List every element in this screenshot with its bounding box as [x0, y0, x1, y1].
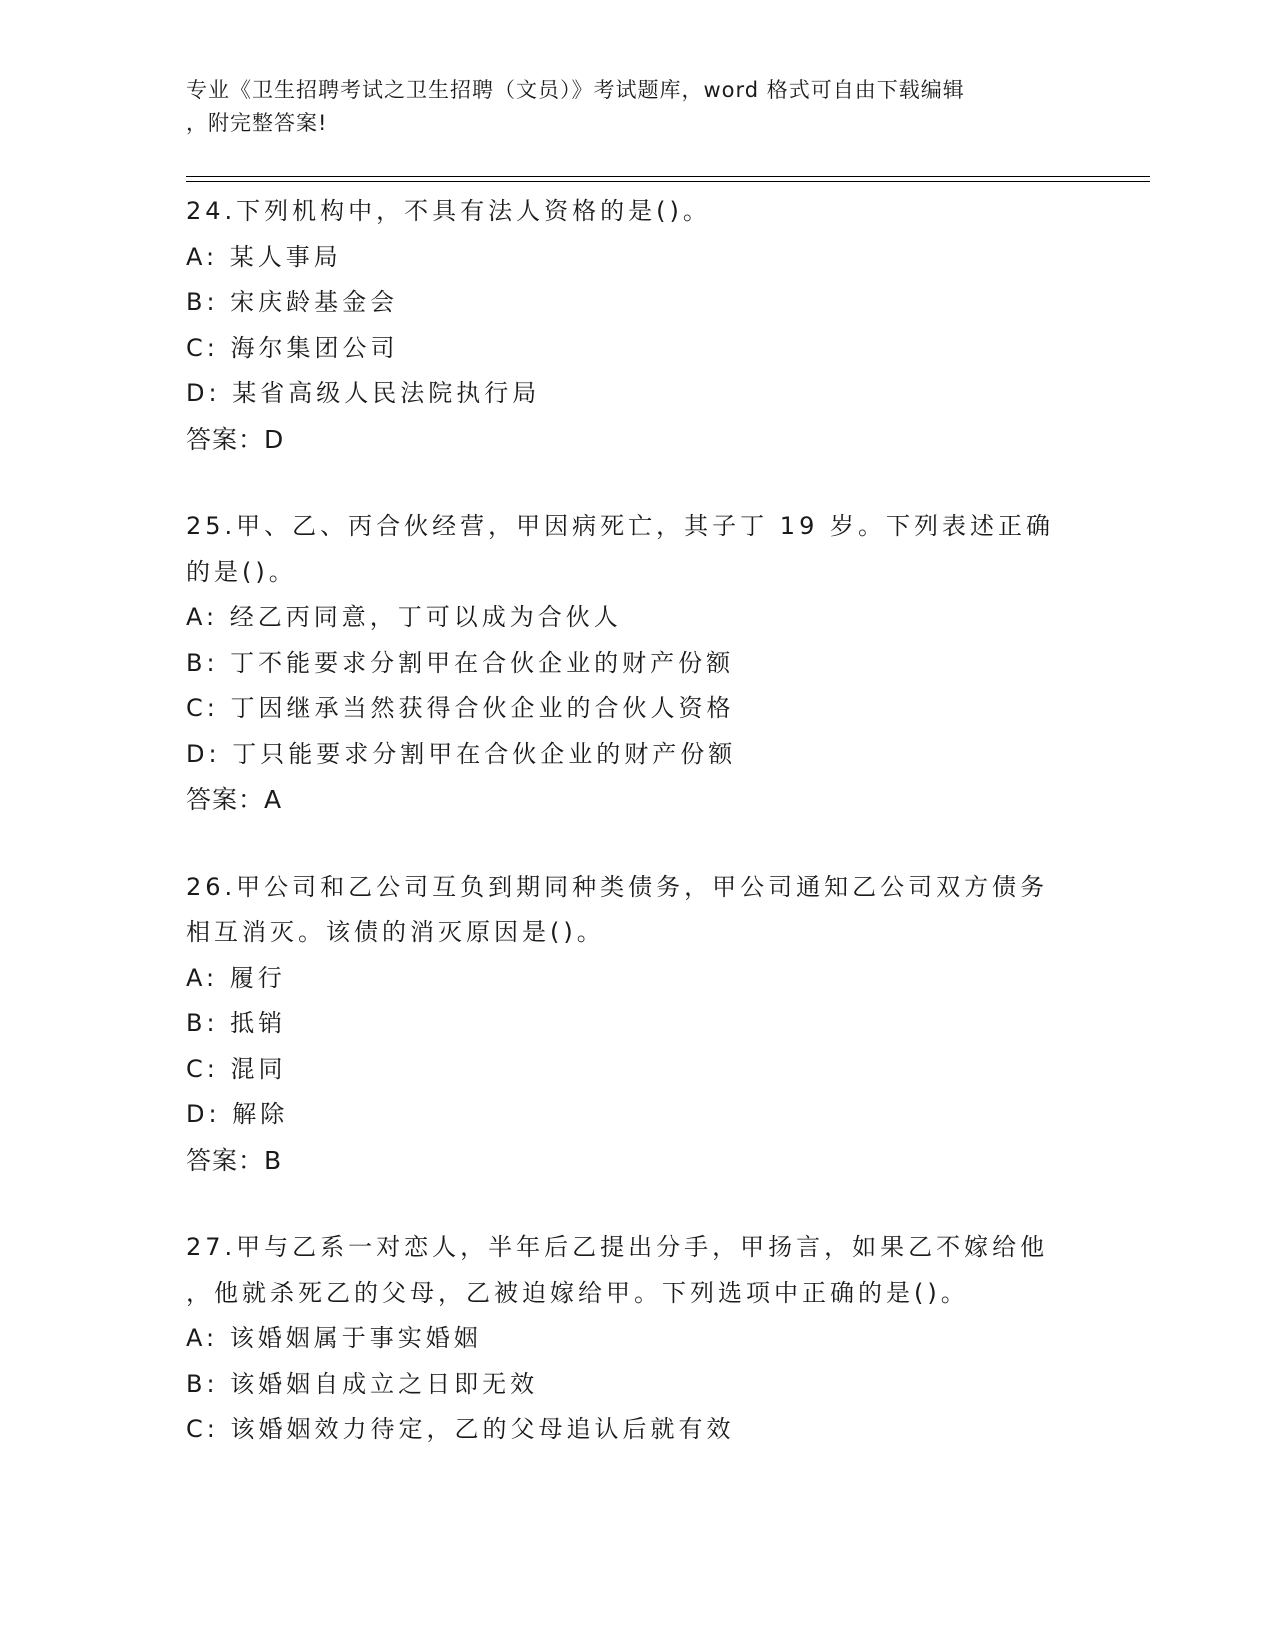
header-line-1: 专业《卫生招聘考试之卫生招聘（文员）》考试题库，word 格式可自由下载编辑 — [186, 78, 965, 102]
option-b: B: 该婚姻自成立之日即无效 — [186, 1369, 539, 1398]
question-stem: 24.下列机构中，不具有法人资格的是()。 — [186, 197, 711, 225]
option-d: D: 某省高级人民法院执行局 — [186, 379, 541, 407]
option-c: C: 该婚姻效力待定，乙的父母追认后就有效 — [186, 1415, 735, 1443]
option-a: A: 某人事局 — [186, 242, 342, 271]
question-stem-continued: 相互消灭。该债的消灭原因是()。 — [186, 918, 605, 946]
question-stem-continued: 的是()。 — [186, 557, 297, 586]
header-line-2: ，附完整答案! — [186, 111, 328, 135]
question-stem: 26.甲公司和乙公司互负到期同种类债务，甲公司通知乙公司双方债务 — [186, 872, 1049, 901]
option-b: B: 丁不能要求分割甲在合伙企业的财产份额 — [186, 648, 735, 677]
question-list — [186, 189, 1086, 1453]
question-26 — [186, 865, 1086, 1184]
question-stem-continued: ，他就杀死乙的父母，乙被迫嫁给甲。下列选项中正确的是()。 — [186, 1278, 969, 1307]
question-25 — [186, 504, 1086, 823]
option-b: B: 抵销 — [186, 1009, 287, 1037]
option-c: C: 丁因继承当然获得合伙企业的合伙人资格 — [186, 694, 735, 722]
answer-line: 答案：D — [186, 424, 285, 454]
question-27 — [186, 1225, 1086, 1453]
option-b: B: 宋庆龄基金会 — [186, 288, 399, 316]
header-divider-top — [186, 176, 1150, 177]
option-d: D: 解除 — [186, 1100, 289, 1128]
header-divider-bottom — [186, 181, 1150, 182]
answer-line: 答案：B — [186, 1145, 283, 1175]
option-c: C: 海尔集团公司 — [186, 333, 399, 362]
option-d: D: 丁只能要求分割甲在合伙企业的财产份额 — [186, 739, 737, 768]
option-a: A: 经乙丙同意，丁可以成为合伙人 — [186, 603, 622, 631]
question-stem: 25.甲、乙、丙合伙经营，甲因病死亡，其子丁 19 岁。下列表述正确 — [186, 512, 1054, 540]
document-header — [186, 74, 1086, 140]
option-a: A: 该婚姻属于事实婚姻 — [186, 1324, 482, 1352]
answer-line: 答案：A — [186, 785, 283, 814]
option-c: C: 混同 — [186, 1054, 287, 1083]
option-a: A: 履行 — [186, 963, 286, 992]
question-24 — [186, 189, 1086, 462]
question-stem: 27.甲与乙系一对恋人，半年后乙提出分手，甲扬言，如果乙不嫁给他 — [186, 1233, 1049, 1261]
